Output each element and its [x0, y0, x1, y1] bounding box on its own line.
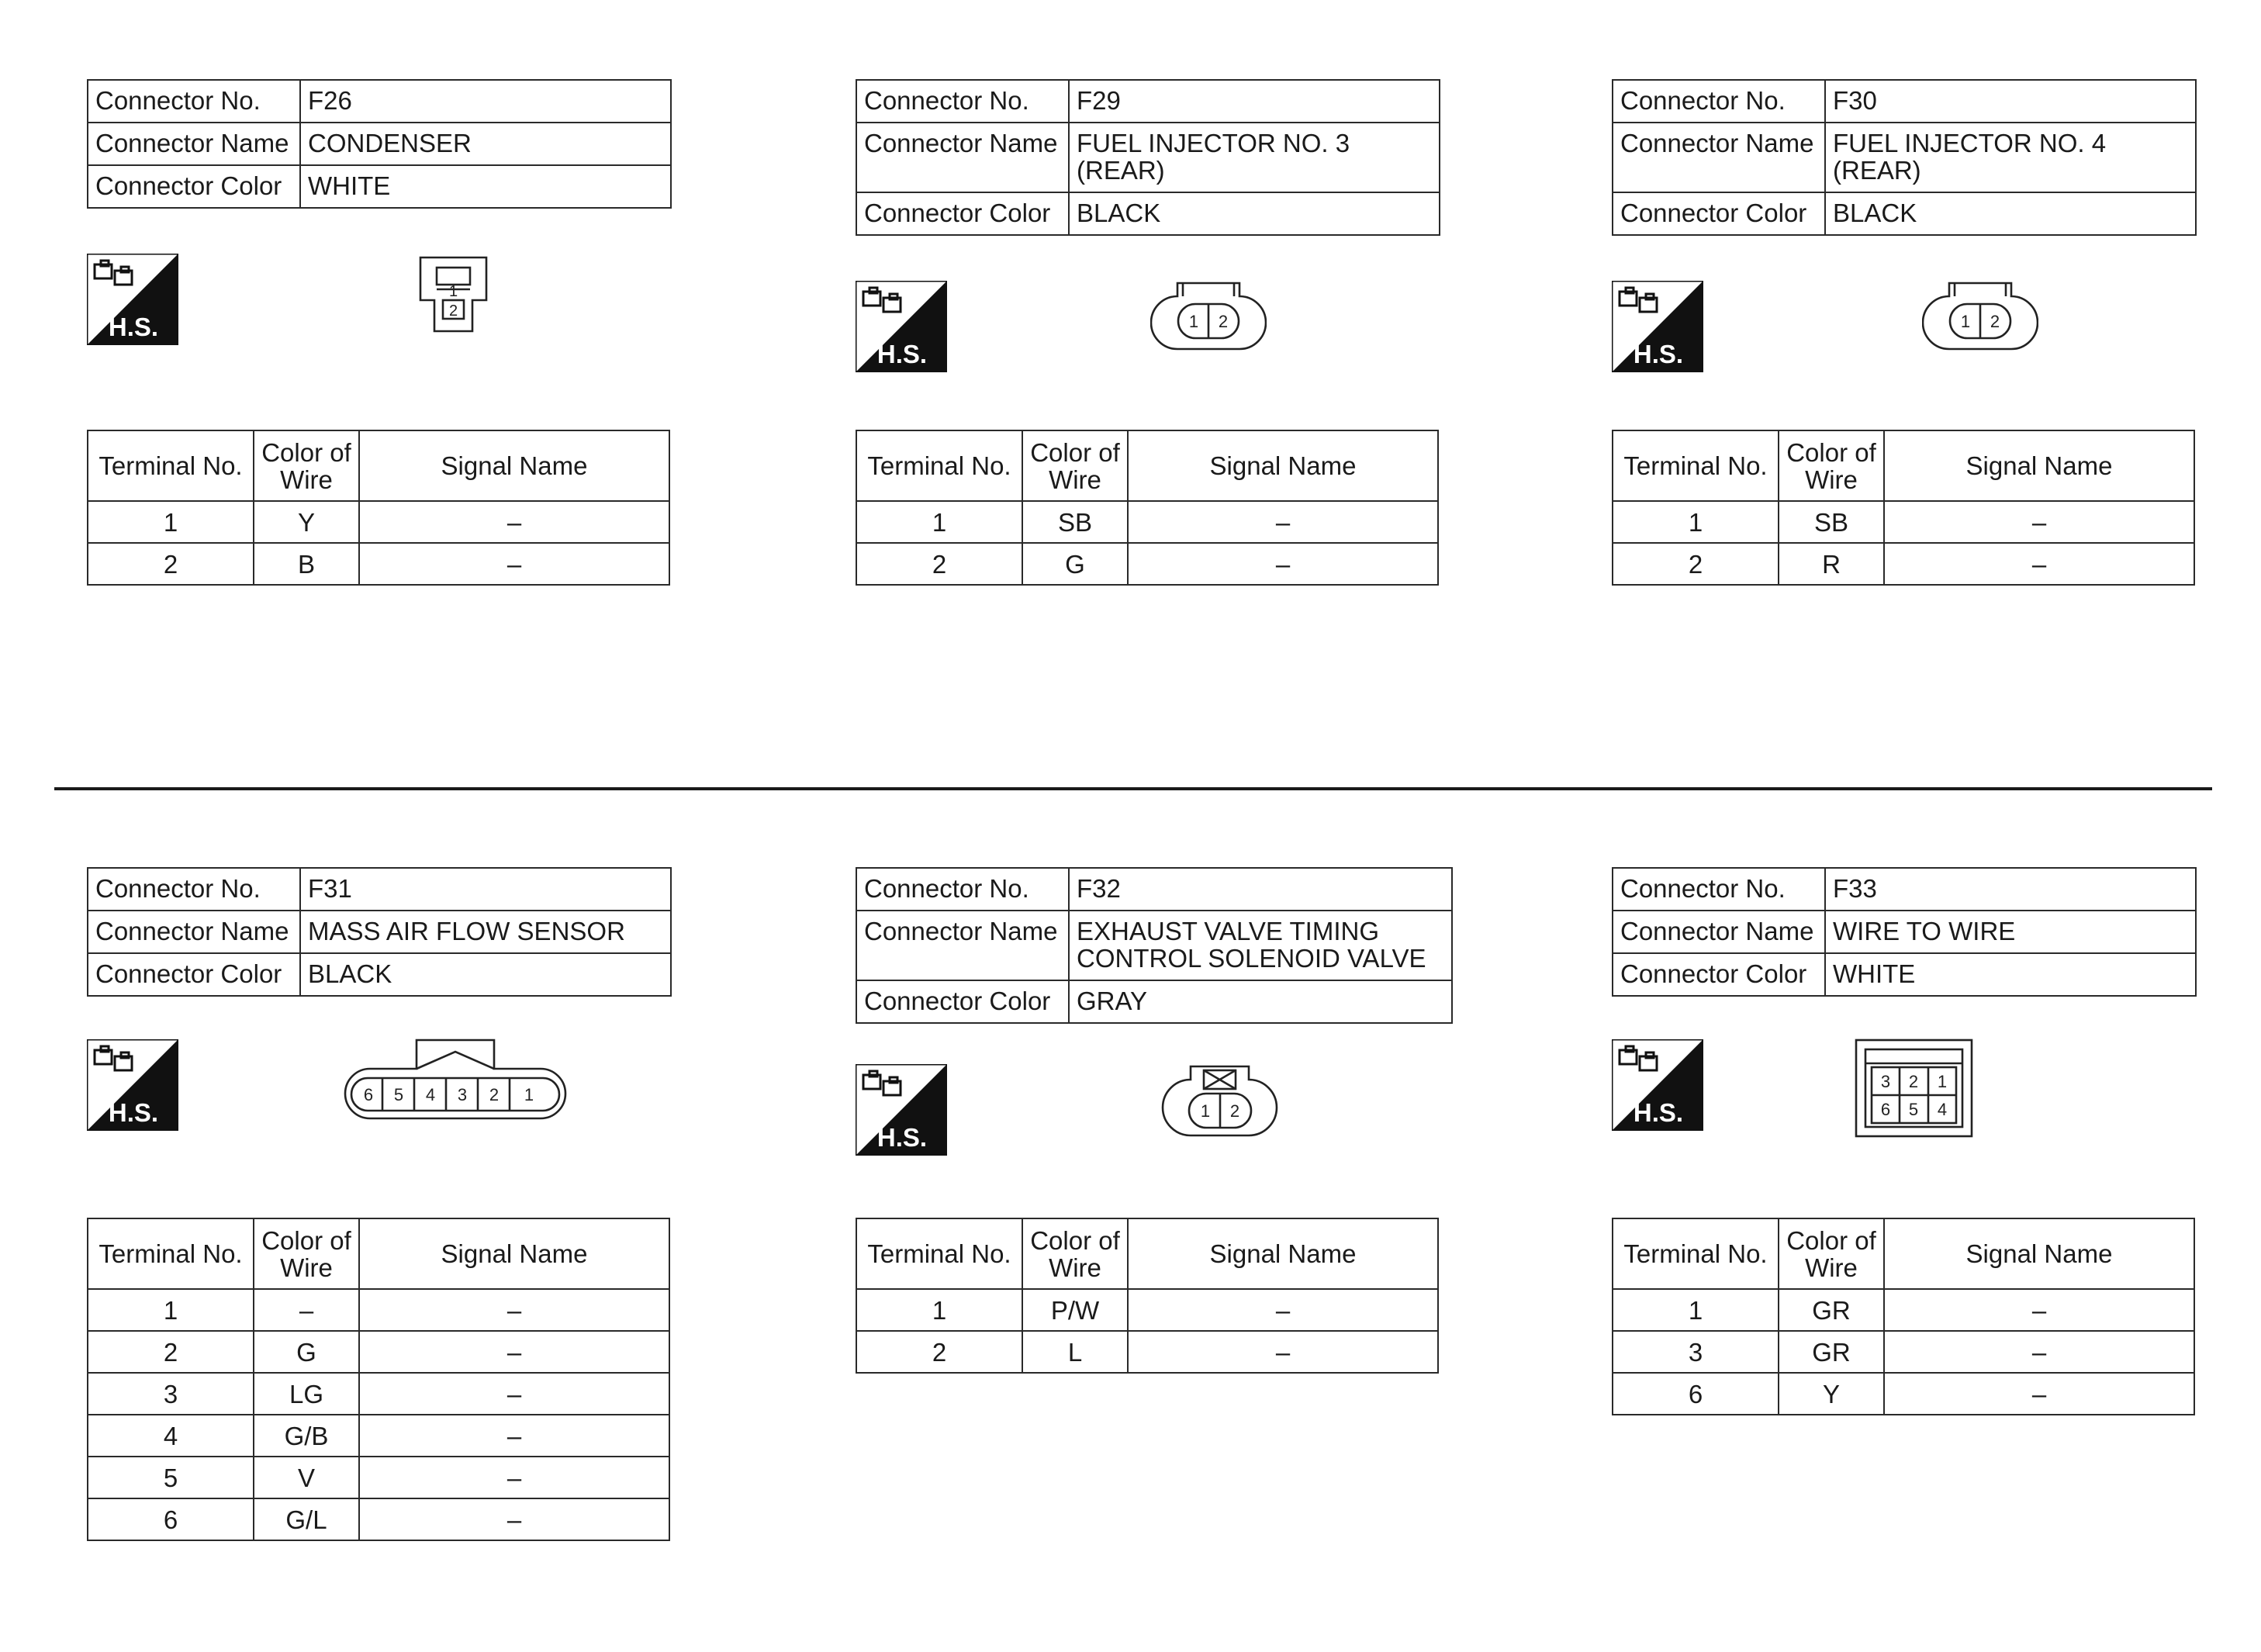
terminal-cell: 1	[856, 501, 1022, 543]
terminal-no-header: Terminal No.	[88, 1218, 254, 1289]
wire-color-header: Color of Wire	[1779, 1218, 1884, 1289]
connector-name-label: Connector Name	[856, 123, 1069, 192]
connector-name-label: Connector Name	[88, 911, 300, 953]
signal-cell: –	[1884, 543, 2194, 585]
terminal-table	[856, 1218, 1439, 1374]
wire-color-cell: LG	[254, 1373, 359, 1415]
connector-face-diagram	[339, 1036, 572, 1129]
terminal-header-row	[88, 430, 669, 501]
table-row	[88, 1373, 669, 1415]
connector-color-label: Connector Color	[88, 953, 300, 996]
signal-cell: –	[359, 1498, 669, 1540]
wire-color-header: Color of Wire	[1779, 430, 1884, 501]
pin-label: 1	[1188, 312, 1199, 331]
connector-name-value: CONDENSER	[300, 123, 671, 165]
connector-name-value: WIRE TO WIRE	[1825, 911, 2196, 953]
terminal-cell: 2	[88, 1331, 254, 1373]
terminal-no-header: Terminal No.	[856, 1218, 1022, 1289]
signal-cell: –	[1884, 501, 2194, 543]
pin-label: 5	[393, 1085, 404, 1104]
connector-name-label: Connector Name	[856, 911, 1069, 980]
connector-face-diagram	[1150, 279, 1267, 357]
connector-color-row	[88, 953, 671, 996]
pin-label: 2	[1229, 1101, 1240, 1121]
connector-name-label: Connector Name	[1613, 123, 1825, 192]
hs-badge-text: H.S.	[1633, 340, 1684, 368]
terminal-no-header: Terminal No.	[88, 430, 254, 501]
terminal-cell: 4	[88, 1415, 254, 1457]
connector-name-value: FUEL INJECTOR NO. 3 (REAR)	[1069, 123, 1440, 192]
terminal-cell: 3	[88, 1373, 254, 1415]
signal-name-header: Signal Name	[359, 430, 669, 501]
terminal-no-header: Terminal No.	[1613, 1218, 1779, 1289]
connector-face-diagram	[1922, 279, 2038, 357]
wire-color-cell: G/L	[254, 1498, 359, 1540]
connector-info-table	[1612, 867, 2197, 997]
connector-no-row	[88, 80, 671, 123]
terminal-cell: 1	[1613, 1289, 1779, 1331]
hs-badge-text: H.S.	[876, 340, 928, 368]
terminal-header-row	[856, 1218, 1438, 1289]
connector-name-row	[856, 123, 1440, 192]
connector-color-value: GRAY	[1069, 980, 1452, 1023]
connector-no-label: Connector No.	[1613, 868, 1825, 911]
pin-label: 2	[1908, 1072, 1919, 1091]
wire-color-cell: GR	[1779, 1289, 1884, 1331]
pin-label: 2	[489, 1085, 500, 1104]
connector-color-value: BLACK	[300, 953, 671, 996]
connector-color-value: BLACK	[1069, 192, 1440, 235]
connector-no-value: F26	[300, 80, 671, 123]
connector-face-diagram	[1160, 1063, 1280, 1144]
connector-no-label: Connector No.	[88, 868, 300, 911]
wire-color-header: Color of Wire	[1022, 430, 1128, 501]
wire-color-header: Color of Wire	[1022, 1218, 1128, 1289]
connector-block-f31	[87, 867, 676, 1565]
connector-color-label: Connector Color	[1613, 192, 1825, 235]
connector-info-table	[1612, 79, 2197, 236]
connector-color-label: Connector Color	[88, 165, 300, 208]
table-row	[1613, 1331, 2194, 1373]
pin-label: 2	[1990, 312, 2000, 331]
signal-cell: –	[359, 1457, 669, 1498]
terminal-cell: 1	[1613, 501, 1779, 543]
connector-name-label: Connector Name	[1613, 911, 1825, 953]
signal-cell: –	[359, 1373, 669, 1415]
signal-cell: –	[359, 501, 669, 543]
terminal-header-row	[856, 430, 1438, 501]
pin-label: 1	[524, 1085, 534, 1104]
connector-name-row	[88, 123, 671, 165]
terminal-cell: 5	[88, 1457, 254, 1498]
connector-no-value: F30	[1825, 80, 2196, 123]
pin-label: 6	[1880, 1100, 1891, 1119]
wire-color-header: Color of Wire	[254, 1218, 359, 1289]
table-row	[856, 501, 1438, 543]
terminal-cell: 1	[856, 1289, 1022, 1331]
terminal-header-row	[88, 1218, 669, 1289]
table-row	[88, 1498, 669, 1540]
pin-label: 2	[448, 302, 458, 320]
section-divider	[54, 787, 2212, 790]
wire-color-header: Color of Wire	[254, 430, 359, 501]
connector-color-value: WHITE	[300, 165, 671, 208]
connector-block-f33	[1612, 867, 2217, 1565]
hs-badge-icon	[87, 1039, 178, 1131]
wire-color-cell: SB	[1022, 501, 1128, 543]
pin-label: 1	[1960, 312, 1971, 331]
terminal-no-header: Terminal No.	[1613, 430, 1779, 501]
pin-label: 1	[1200, 1101, 1211, 1121]
signal-name-header: Signal Name	[1884, 430, 2194, 501]
connector-no-value: F31	[300, 868, 671, 911]
connector-no-row	[1613, 80, 2196, 123]
table-row	[88, 1289, 669, 1331]
table-row	[88, 543, 669, 585]
signal-cell: –	[1128, 1289, 1438, 1331]
table-row	[88, 1457, 669, 1498]
connector-face-diagram	[417, 254, 490, 335]
hs-badge-icon	[856, 1064, 947, 1156]
terminal-cell: 6	[1613, 1373, 1779, 1415]
terminal-cell: 2	[1613, 543, 1779, 585]
connector-info-table	[856, 867, 1453, 1024]
wire-color-cell: G/B	[254, 1415, 359, 1457]
connector-name-label: Connector Name	[88, 123, 300, 165]
signal-cell: –	[1884, 1373, 2194, 1415]
connector-color-value: BLACK	[1825, 192, 2196, 235]
connector-no-value: F29	[1069, 80, 1440, 123]
connector-block-f26	[87, 79, 676, 607]
signal-name-header: Signal Name	[1128, 1218, 1438, 1289]
connector-color-row	[856, 192, 1440, 235]
terminal-cell: 2	[856, 1331, 1022, 1373]
connector-no-label: Connector No.	[88, 80, 300, 123]
hs-badge-text: H.S.	[108, 1098, 159, 1127]
pin-label: 4	[425, 1085, 436, 1104]
pin-label: 3	[457, 1085, 468, 1104]
table-row	[88, 1415, 669, 1457]
terminal-table	[1612, 430, 2195, 586]
connector-name-row	[88, 911, 671, 953]
connector-no-value: F33	[1825, 868, 2196, 911]
connector-no-row	[856, 868, 1452, 911]
wire-color-cell: SB	[1779, 501, 1884, 543]
terminal-cell: 2	[856, 543, 1022, 585]
terminal-table	[856, 430, 1439, 586]
connector-no-label: Connector No.	[856, 868, 1069, 911]
table-row	[88, 501, 669, 543]
connector-color-label: Connector Color	[856, 980, 1069, 1023]
connector-no-row	[1613, 868, 2196, 911]
table-row	[856, 1289, 1438, 1331]
hs-badge-text: H.S.	[1633, 1098, 1684, 1127]
connector-block-f30	[1612, 79, 2217, 607]
connector-name-value: FUEL INJECTOR NO. 4 (REAR)	[1825, 123, 2196, 192]
connector-color-label: Connector Color	[1613, 953, 1825, 996]
signal-cell: –	[359, 1289, 669, 1331]
terminal-table	[1612, 1218, 2195, 1415]
wire-color-cell: GR	[1779, 1331, 1884, 1373]
wire-color-cell: P/W	[1022, 1289, 1128, 1331]
pin-label: 4	[1937, 1100, 1948, 1119]
hs-badge-icon	[1612, 1039, 1703, 1131]
connector-block-f32	[856, 867, 1476, 1565]
wire-color-cell: R	[1779, 543, 1884, 585]
signal-name-header: Signal Name	[1128, 430, 1438, 501]
connector-face-diagram	[1854, 1038, 1974, 1139]
connector-info-table	[87, 867, 672, 997]
connector-name-value: MASS AIR FLOW SENSOR	[300, 911, 671, 953]
connector-info-table	[856, 79, 1440, 236]
connector-name-row	[1613, 123, 2196, 192]
signal-cell: –	[1128, 1331, 1438, 1373]
terminal-cell: 1	[88, 501, 254, 543]
hs-badge-icon	[1612, 281, 1703, 372]
connector-no-row	[88, 868, 671, 911]
table-row	[1613, 1373, 2194, 1415]
signal-cell: –	[1884, 1331, 2194, 1373]
connector-color-row	[1613, 953, 2196, 996]
connector-no-row	[856, 80, 1440, 123]
pin-label: 3	[1880, 1072, 1891, 1091]
signal-cell: –	[359, 1415, 669, 1457]
connector-no-label: Connector No.	[1613, 80, 1825, 123]
connector-color-row	[1613, 192, 2196, 235]
hs-badge-icon	[87, 254, 178, 345]
wire-color-cell: G	[254, 1331, 359, 1373]
connector-block-f29	[856, 79, 1461, 607]
connector-name-value: EXHAUST VALVE TIMING CONTROL SOLENOID VALVE	[1069, 911, 1452, 980]
table-row	[88, 1331, 669, 1373]
signal-cell: –	[359, 543, 669, 585]
terminal-cell: 2	[88, 543, 254, 585]
wire-color-cell: B	[254, 543, 359, 585]
signal-cell: –	[1884, 1289, 2194, 1331]
signal-cell: –	[359, 1331, 669, 1373]
wire-color-cell: Y	[1779, 1373, 1884, 1415]
terminal-cell: 6	[88, 1498, 254, 1540]
connector-info-table	[87, 79, 672, 209]
hs-badge-text: H.S.	[108, 313, 159, 341]
pin-label: 6	[363, 1085, 374, 1104]
connector-no-value: F32	[1069, 868, 1452, 911]
wire-color-cell: –	[254, 1289, 359, 1331]
table-row	[856, 1331, 1438, 1373]
table-row	[856, 543, 1438, 585]
pin-label: 1	[1937, 1072, 1948, 1091]
terminal-cell: 3	[1613, 1331, 1779, 1373]
terminal-header-row	[1613, 430, 2194, 501]
wire-color-cell: L	[1022, 1331, 1128, 1373]
signal-cell: –	[1128, 543, 1438, 585]
signal-name-header: Signal Name	[359, 1218, 669, 1289]
terminal-table	[87, 1218, 670, 1541]
table-row	[1613, 543, 2194, 585]
connector-color-label: Connector Color	[856, 192, 1069, 235]
table-row	[1613, 501, 2194, 543]
wire-color-cell: Y	[254, 501, 359, 543]
connector-color-row	[88, 165, 671, 208]
connector-name-row	[1613, 911, 2196, 953]
wire-color-cell: V	[254, 1457, 359, 1498]
table-row	[1613, 1289, 2194, 1331]
connector-name-row	[856, 911, 1452, 980]
terminal-no-header: Terminal No.	[856, 430, 1022, 501]
terminal-table	[87, 430, 670, 586]
pin-label: 2	[1218, 312, 1229, 331]
connector-no-label: Connector No.	[856, 80, 1069, 123]
connector-color-value: WHITE	[1825, 953, 2196, 996]
signal-name-header: Signal Name	[1884, 1218, 2194, 1289]
connector-color-row	[856, 980, 1452, 1023]
terminal-cell: 1	[88, 1289, 254, 1331]
wire-color-cell: G	[1022, 543, 1128, 585]
hs-badge-icon	[856, 281, 947, 372]
hs-badge-text: H.S.	[876, 1123, 928, 1152]
terminal-header-row	[1613, 1218, 2194, 1289]
pin-label: 1	[448, 283, 458, 300]
signal-cell: –	[1128, 501, 1438, 543]
pin-label: 5	[1908, 1100, 1919, 1119]
